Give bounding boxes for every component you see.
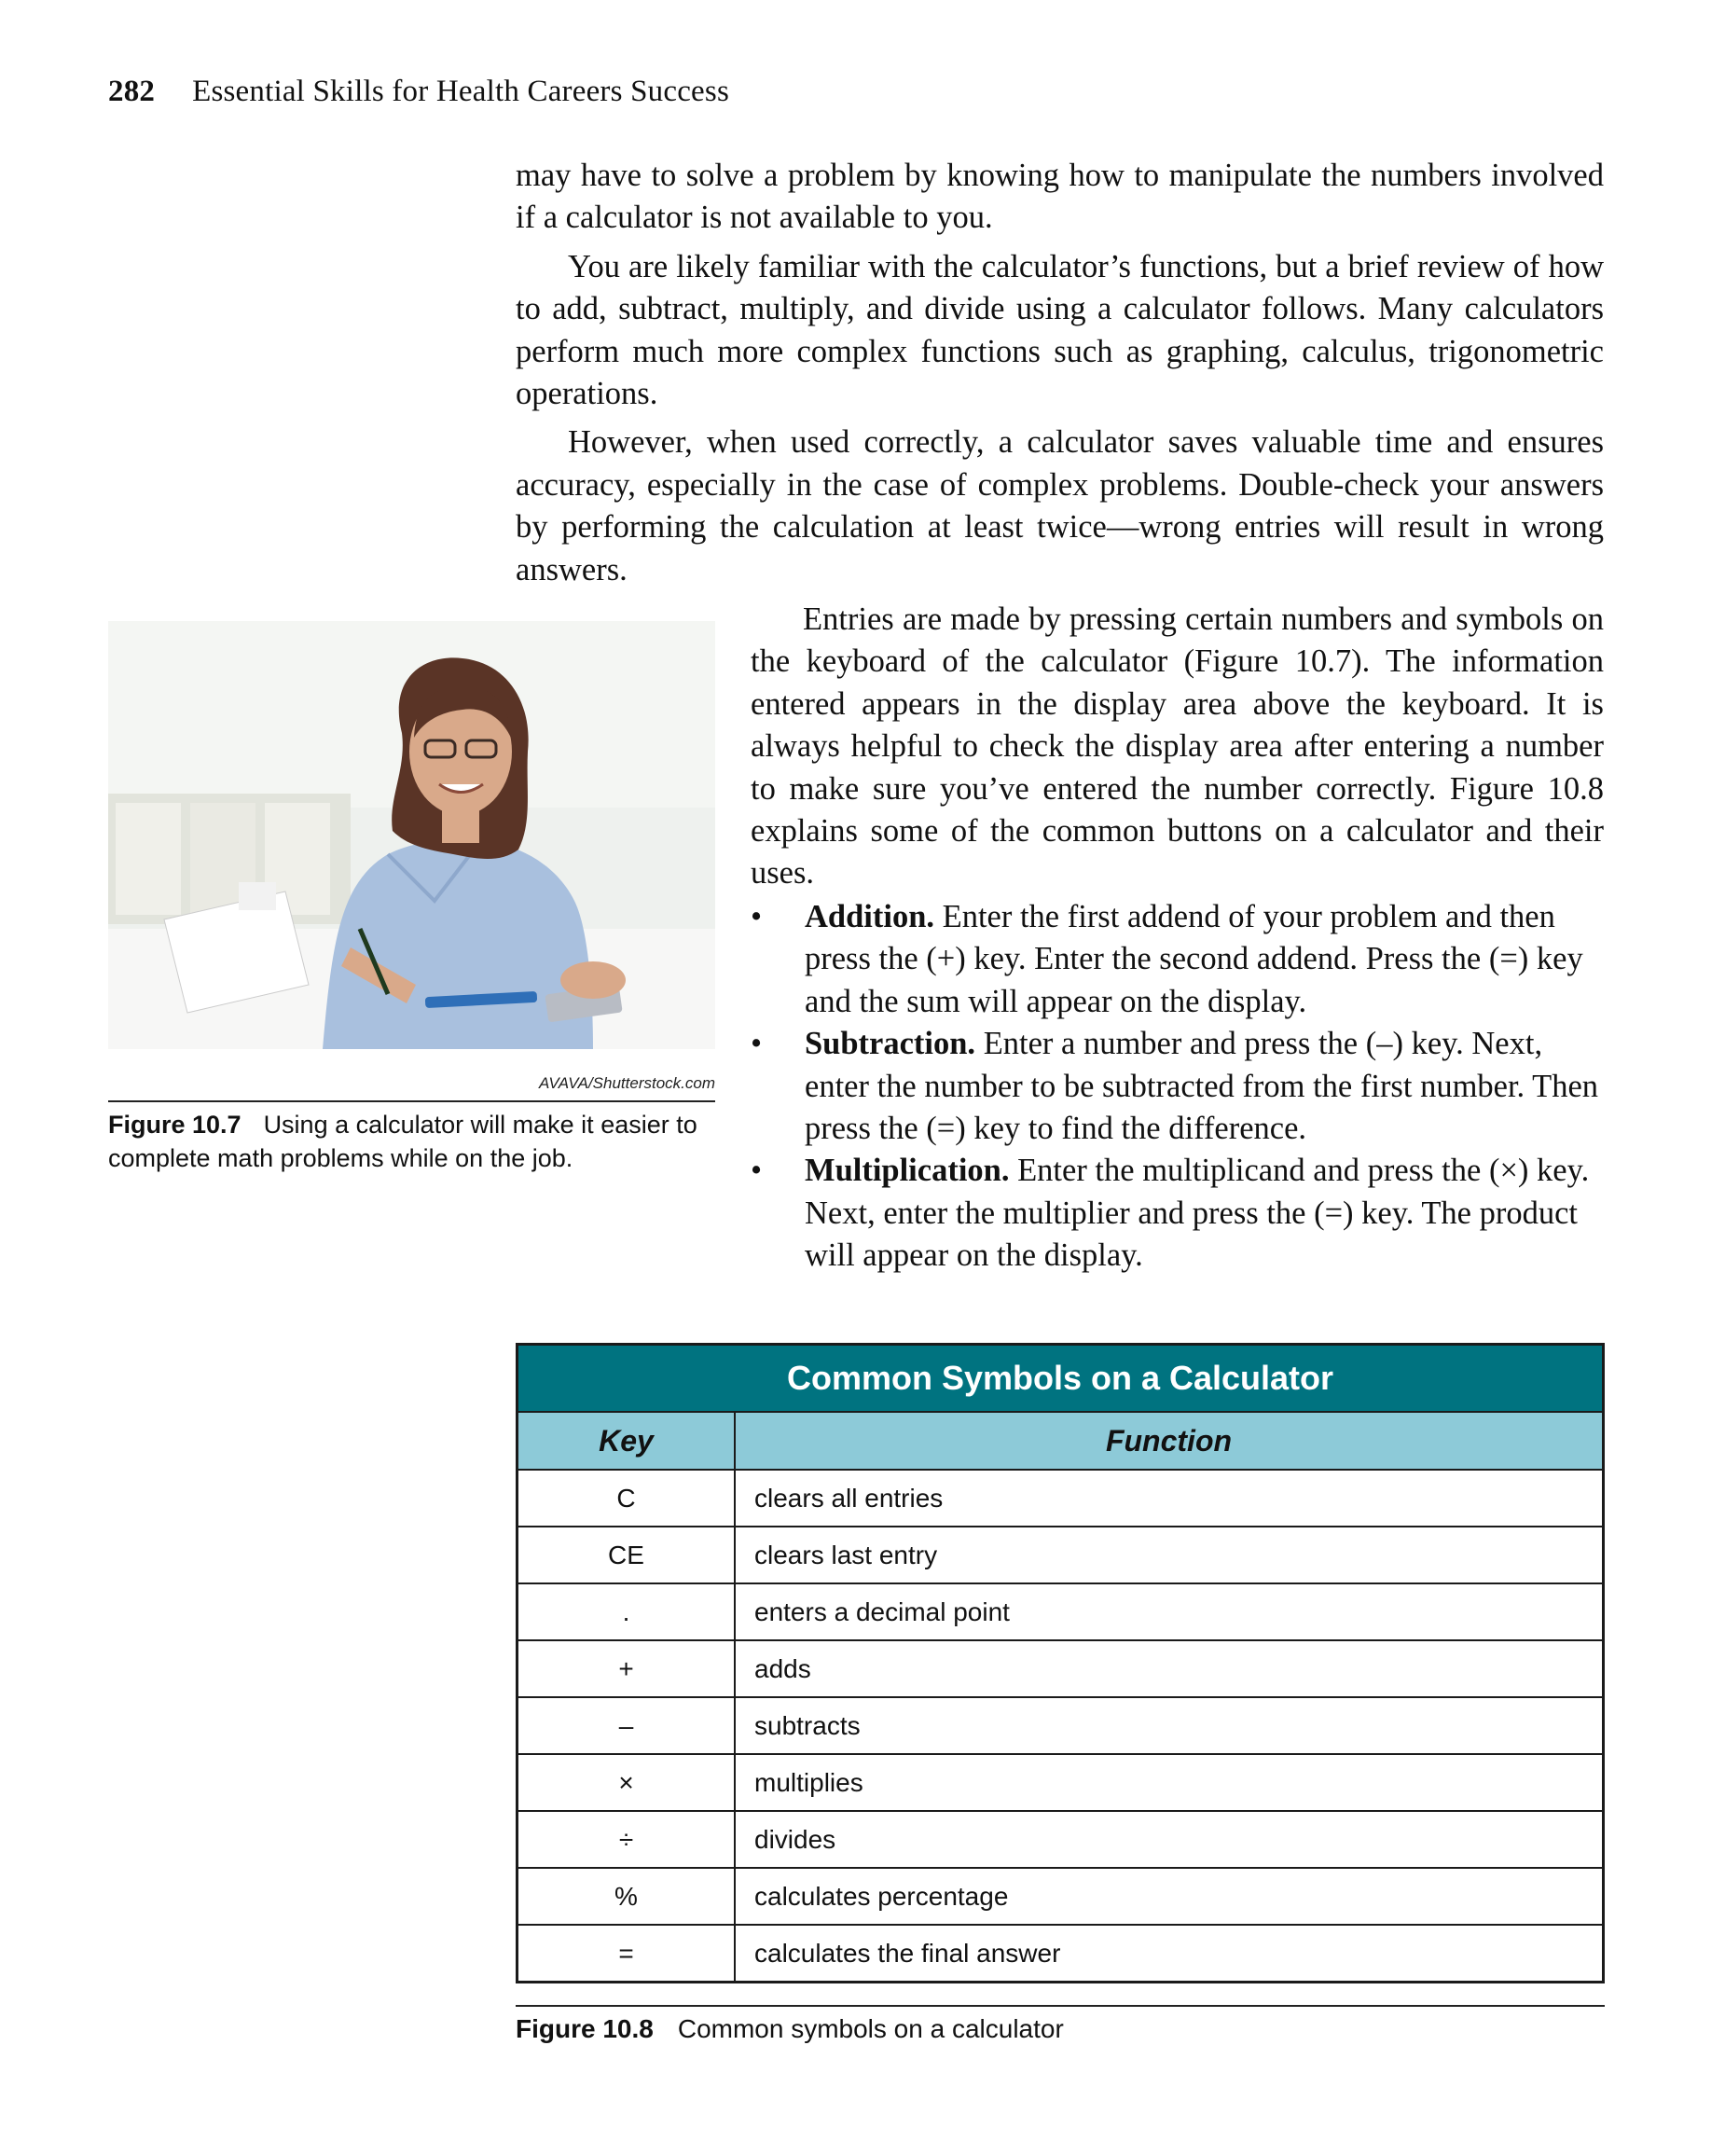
- figure-10-7-caption: [108, 1108, 714, 1175]
- bullet-icon: •: [751, 1026, 763, 1062]
- key-cell: +: [518, 1640, 736, 1697]
- function-cell: divides: [735, 1811, 1604, 1868]
- column-header-key: Key: [518, 1412, 736, 1470]
- table-row: [518, 1697, 1604, 1754]
- function-cell: adds: [735, 1640, 1604, 1697]
- paragraph: may have to solve a problem by knowing how to manipulate the numbers involved if a calculator is not available to you.: [516, 158, 1604, 236]
- figure-caption-text: Common symbols on a calculator: [677, 2014, 1064, 2043]
- function-cell: calculates the final answer: [735, 1925, 1604, 1983]
- key-cell: CE: [518, 1527, 736, 1583]
- table-row: [518, 1640, 1604, 1697]
- paragraph: However, when used correctly, a calculator saves valuable time and ensures accuracy, especially in the case of complex problems. Double-check your answers by performing the calculation at least twice—wrong entries will result in wrong answers.: [516, 424, 1604, 587]
- bullet-icon: •: [751, 1153, 763, 1189]
- column-header-function: Function: [735, 1412, 1604, 1470]
- table-row: [518, 1868, 1604, 1925]
- key-cell: ÷: [518, 1811, 736, 1868]
- symbols-table: [516, 1343, 1605, 1983]
- list-item-term: Subtraction.: [805, 1026, 976, 1062]
- list-item-text: Enter the multiplicand and press the (×) key. Next, enter the multiplier and press the (=) key. The product will appear on the display.: [805, 1153, 1590, 1274]
- figure-label: Figure 10.8: [516, 2014, 654, 2043]
- list-item: [751, 1023, 1604, 1150]
- list-item-term: Addition.: [805, 899, 935, 934]
- figure-rule: [108, 1100, 715, 1102]
- function-cell: enters a decimal point: [735, 1583, 1604, 1640]
- paragraph: Entries are made by pressing certain numbers and symbols on the keyboard of the calculator (Figure 10.7). The information entered appears in the display area above the keyboard. It is always helpful to check the display area after entering a number to make sure you’ve entered the number correctly. Figure 10.8 explains some of the common buttons on a calculator and their uses.: [751, 601, 1604, 891]
- list-item: [751, 1150, 1604, 1277]
- body-text-top: [516, 155, 1604, 598]
- table-row: [518, 1754, 1604, 1811]
- calculator-photo: [108, 621, 715, 1049]
- table-row: [518, 1925, 1604, 1983]
- photo-credit: AVAVA/Shutterstock.com: [539, 1074, 715, 1092]
- list-item-term: Multiplication.: [805, 1153, 1010, 1189]
- list-item-text: Enter a number and press the (–) key. Next, enter the number to be subtracted from the first number. Then press the (=) key to find the difference.: [805, 1026, 1599, 1147]
- table-row: [518, 1583, 1604, 1640]
- table-row: [518, 1811, 1604, 1868]
- table-row: [518, 1527, 1604, 1583]
- book-title: Essential Skills for Health Careers Success: [192, 75, 729, 108]
- figure-10-8-caption: [516, 2014, 1064, 2044]
- list-item: [751, 896, 1604, 1023]
- paragraph: You are likely familiar with the calculator’s functions, but a brief review of how to add, subtract, multiply, and divide using a calculator follows. Many calculators perform much more complex functions such as graphing, calculus, trigonometric operations.: [516, 248, 1604, 412]
- table-title: Common Symbols on a Calculator: [518, 1345, 1604, 1413]
- function-cell: calculates percentage: [735, 1868, 1604, 1925]
- function-cell: clears all entries: [735, 1470, 1604, 1527]
- running-head: [108, 75, 729, 109]
- key-cell: C: [518, 1470, 736, 1527]
- bullet-icon: •: [751, 899, 763, 934]
- figure-rule: [516, 2005, 1605, 2007]
- key-cell: %: [518, 1868, 736, 1925]
- key-cell: .: [518, 1583, 736, 1640]
- figure-label: Figure 10.7: [108, 1111, 242, 1139]
- function-cell: subtracts: [735, 1697, 1604, 1754]
- function-cell: multiplies: [735, 1754, 1604, 1811]
- list-item-text: Enter the first addend of your problem and then press the (+) key. Enter the second addend. Press the (=) key and the sum will appear on the display.: [805, 899, 1583, 1019]
- key-cell: =: [518, 1925, 736, 1983]
- operations-list: [751, 896, 1604, 1278]
- function-cell: clears last entry: [735, 1527, 1604, 1583]
- figure-caption-text: Using a calculator will make it easier to complete math problems while on the job.: [108, 1111, 697, 1172]
- body-text-mid: [751, 599, 1604, 902]
- table-row: [518, 1470, 1604, 1527]
- page-number: 282: [108, 75, 156, 108]
- key-cell: –: [518, 1697, 736, 1754]
- key-cell: ×: [518, 1754, 736, 1811]
